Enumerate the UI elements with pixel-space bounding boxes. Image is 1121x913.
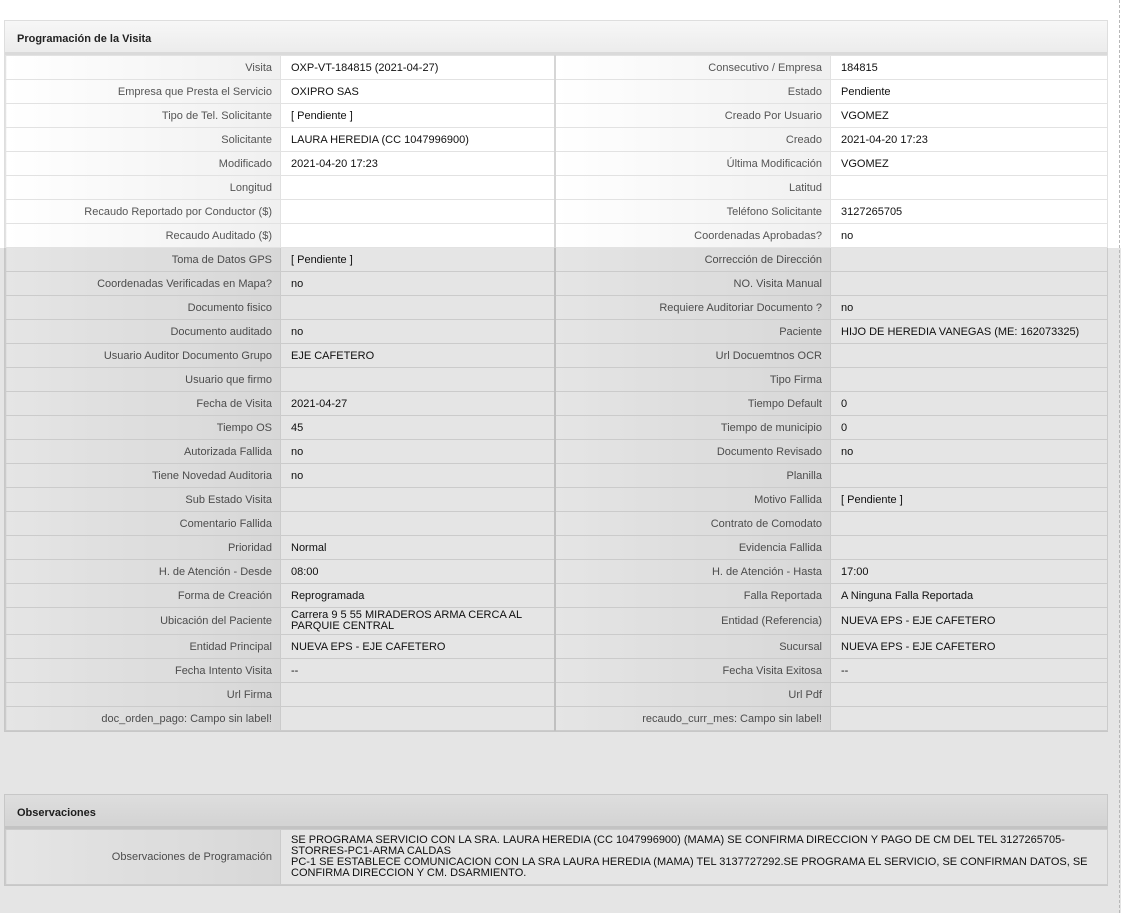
visit-row: [6, 344, 1108, 368]
field-value: [281, 488, 555, 512]
field-value: [831, 176, 1108, 200]
field-label: Recaudo Auditado ($): [6, 224, 281, 248]
field-value: NUEVA EPS - EJE CAFETERO: [281, 635, 555, 659]
visit-row: [6, 224, 1108, 248]
field-value: OXIPRO SAS: [281, 80, 555, 104]
field-label: Latitud: [555, 176, 831, 200]
field-label: Motivo Fallida: [555, 488, 831, 512]
visit-row: [6, 659, 1108, 683]
field-label: Planilla: [555, 464, 831, 488]
field-label: Autorizada Fallida: [6, 440, 281, 464]
visit-schedule-title: Programación de la Visita: [5, 21, 1107, 55]
field-value: [281, 707, 555, 731]
field-value: 17:00: [831, 560, 1108, 584]
field-value: [831, 536, 1108, 560]
field-label: Sub Estado Visita: [6, 488, 281, 512]
observation-line-2: PC-1 SE ESTABLECE COMUNICACION CON LA SRA LAURA HEREDIA (MAMA) TEL 3137727292.SE PROGRAMA EL SERVICIO, SE CONFIRMAN DATOS, SE CONFIRMA DIRECCION Y CM. DSARMIENTO.: [291, 856, 1088, 879]
field-label: Tiempo OS: [6, 416, 281, 440]
field-label: Url Docuemtnos OCR: [555, 344, 831, 368]
field-label: Última Modificación: [555, 152, 831, 176]
field-label: Solicitante: [6, 128, 281, 152]
field-label: Usuario que firmo: [6, 368, 281, 392]
field-value: [281, 683, 555, 707]
visit-row: [6, 200, 1108, 224]
field-label: Creado: [555, 128, 831, 152]
field-value: no: [281, 440, 555, 464]
field-value: Normal: [281, 536, 555, 560]
visit-schedule-panel: [4, 20, 1108, 732]
visit-row: [6, 152, 1108, 176]
field-value: OXP-VT-184815 (2021-04-27): [281, 56, 555, 80]
field-value: [831, 368, 1108, 392]
observations-title: Observaciones: [5, 795, 1107, 829]
observations-panel: [4, 794, 1108, 886]
visit-row: [6, 176, 1108, 200]
field-value: NUEVA EPS - EJE CAFETERO: [831, 635, 1108, 659]
field-value: 45: [281, 416, 555, 440]
visit-row: [6, 104, 1108, 128]
visit-row: [6, 416, 1108, 440]
field-label: Paciente: [555, 320, 831, 344]
field-label: Documento auditado: [6, 320, 281, 344]
visit-row: [6, 272, 1108, 296]
field-label: Modificado: [6, 152, 281, 176]
field-label: Estado: [555, 80, 831, 104]
field-value: [281, 368, 555, 392]
field-label: Entidad (Referencia): [555, 608, 831, 635]
field-label: Prioridad: [6, 536, 281, 560]
field-label: Contrato de Comodato: [555, 512, 831, 536]
field-value: [831, 683, 1108, 707]
field-label: Fecha Intento Visita: [6, 659, 281, 683]
field-value: [831, 707, 1108, 731]
field-label: Ubicación del Paciente: [6, 608, 281, 635]
field-label: Sucursal: [555, 635, 831, 659]
field-value: [281, 512, 555, 536]
visit-row: [6, 512, 1108, 536]
visit-row: [6, 560, 1108, 584]
field-label: Tiempo de municipio: [555, 416, 831, 440]
field-value: 08:00: [281, 560, 555, 584]
field-label: Empresa que Presta el Servicio: [6, 80, 281, 104]
field-value: no: [831, 224, 1108, 248]
visit-row: [6, 368, 1108, 392]
field-value: [831, 344, 1108, 368]
visit-row: [6, 248, 1108, 272]
field-label: Url Firma: [6, 683, 281, 707]
field-value: [ Pendiente ]: [281, 104, 555, 128]
field-value: no: [281, 464, 555, 488]
visit-row: [6, 128, 1108, 152]
field-value: [831, 248, 1108, 272]
field-label: Evidencia Fallida: [555, 536, 831, 560]
field-label: Url Pdf: [555, 683, 831, 707]
field-value: EJE CAFETERO: [281, 344, 555, 368]
field-label: Usuario Auditor Documento Grupo: [6, 344, 281, 368]
field-value: 2021-04-27: [281, 392, 555, 416]
field-label: Documento Revisado: [555, 440, 831, 464]
visit-row: [6, 707, 1108, 731]
field-label: Tiempo Default: [555, 392, 831, 416]
field-label: Visita: [6, 56, 281, 80]
field-label: doc_orden_pago: Campo sin label!: [6, 707, 281, 731]
visit-row: [6, 392, 1108, 416]
field-value: VGOMEZ: [831, 104, 1108, 128]
visit-row: [6, 683, 1108, 707]
field-label: H. de Atención - Hasta: [555, 560, 831, 584]
field-value: [831, 464, 1108, 488]
field-value: [281, 224, 555, 248]
field-value: 2021-04-20 17:23: [281, 152, 555, 176]
field-value: NUEVA EPS - EJE CAFETERO: [831, 608, 1108, 635]
field-value: [281, 176, 555, 200]
field-value: --: [281, 659, 555, 683]
field-value: [ Pendiente ]: [281, 248, 555, 272]
visit-row: [6, 296, 1108, 320]
field-value: 184815: [831, 56, 1108, 80]
field-value: --: [831, 659, 1108, 683]
visit-row: [6, 80, 1108, 104]
observations-label: Observaciones de Programación: [6, 830, 281, 885]
field-label: Fecha Visita Exitosa: [555, 659, 831, 683]
field-label: Creado Por Usuario: [555, 104, 831, 128]
field-value: VGOMEZ: [831, 152, 1108, 176]
field-value: no: [281, 320, 555, 344]
field-label: recaudo_curr_mes: Campo sin label!: [555, 707, 831, 731]
visit-row: [6, 635, 1108, 659]
field-value: [831, 512, 1108, 536]
field-value: no: [281, 272, 555, 296]
field-label: Corrección de Dirección: [555, 248, 831, 272]
field-label: Coordenadas Aprobadas?: [555, 224, 831, 248]
field-value: [ Pendiente ]: [831, 488, 1108, 512]
field-value: 3127265705: [831, 200, 1108, 224]
field-label: Falla Reportada: [555, 584, 831, 608]
observation-line-1: SE PROGRAMA SERVICIO CON LA SRA. LAURA HEREDIA (CC 1047996900) (MAMA) SE CONFIRMA DIRECCION Y PAGO DE CM DEL TEL 3127265705-STORRES-PC1-ARMA CALDAS: [291, 834, 1065, 857]
observations-value: [281, 830, 1108, 885]
field-label: Longitud: [6, 176, 281, 200]
field-value: HIJO DE HEREDIA VANEGAS (ME: 162073325): [831, 320, 1108, 344]
visit-row: [6, 440, 1108, 464]
field-value: [831, 272, 1108, 296]
field-label: Comentario Fallida: [6, 512, 281, 536]
visit-row: [6, 536, 1108, 560]
field-value: no: [831, 440, 1108, 464]
field-label: Tipo Firma: [555, 368, 831, 392]
field-label: Documento fisico: [6, 296, 281, 320]
field-value: 2021-04-20 17:23: [831, 128, 1108, 152]
field-label: Fecha de Visita: [6, 392, 281, 416]
field-value: [281, 200, 555, 224]
visit-row: [6, 56, 1108, 80]
field-label: Entidad Principal: [6, 635, 281, 659]
field-value: 0: [831, 392, 1108, 416]
field-label: Consecutivo / Empresa: [555, 56, 831, 80]
field-label: Toma de Datos GPS: [6, 248, 281, 272]
field-label: Coordenadas Verificadas en Mapa?: [6, 272, 281, 296]
field-value: [281, 296, 555, 320]
field-label: Forma de Creación: [6, 584, 281, 608]
field-label: Tiene Novedad Auditoria: [6, 464, 281, 488]
page-edge-dashed-line: [1119, 0, 1120, 913]
visit-row: [6, 608, 1108, 635]
visit-details-table: [5, 55, 1108, 731]
visit-row: [6, 320, 1108, 344]
field-label: Tipo de Tel. Solicitante: [6, 104, 281, 128]
observations-table: [5, 829, 1108, 885]
observations-row: [6, 830, 1108, 885]
visit-row: [6, 488, 1108, 512]
field-label: H. de Atención - Desde: [6, 560, 281, 584]
field-label: Recaudo Reportado por Conductor ($): [6, 200, 281, 224]
field-label: NO. Visita Manual: [555, 272, 831, 296]
field-value: LAURA HEREDIA (CC 1047996900): [281, 128, 555, 152]
field-value: Carrera 9 5 55 MIRADEROS ARMA CERCA AL PARQUIE CENTRAL: [281, 608, 555, 635]
field-label: Requiere Auditoriar Documento ?: [555, 296, 831, 320]
field-value: no: [831, 296, 1108, 320]
field-value: Reprogramada: [281, 584, 555, 608]
field-value: 0: [831, 416, 1108, 440]
field-value: A Ninguna Falla Reportada: [831, 584, 1108, 608]
visit-details-body: [6, 56, 1108, 731]
visit-row: [6, 464, 1108, 488]
field-label: Teléfono Solicitante: [555, 200, 831, 224]
visit-row: [6, 584, 1108, 608]
field-value: Pendiente: [831, 80, 1108, 104]
